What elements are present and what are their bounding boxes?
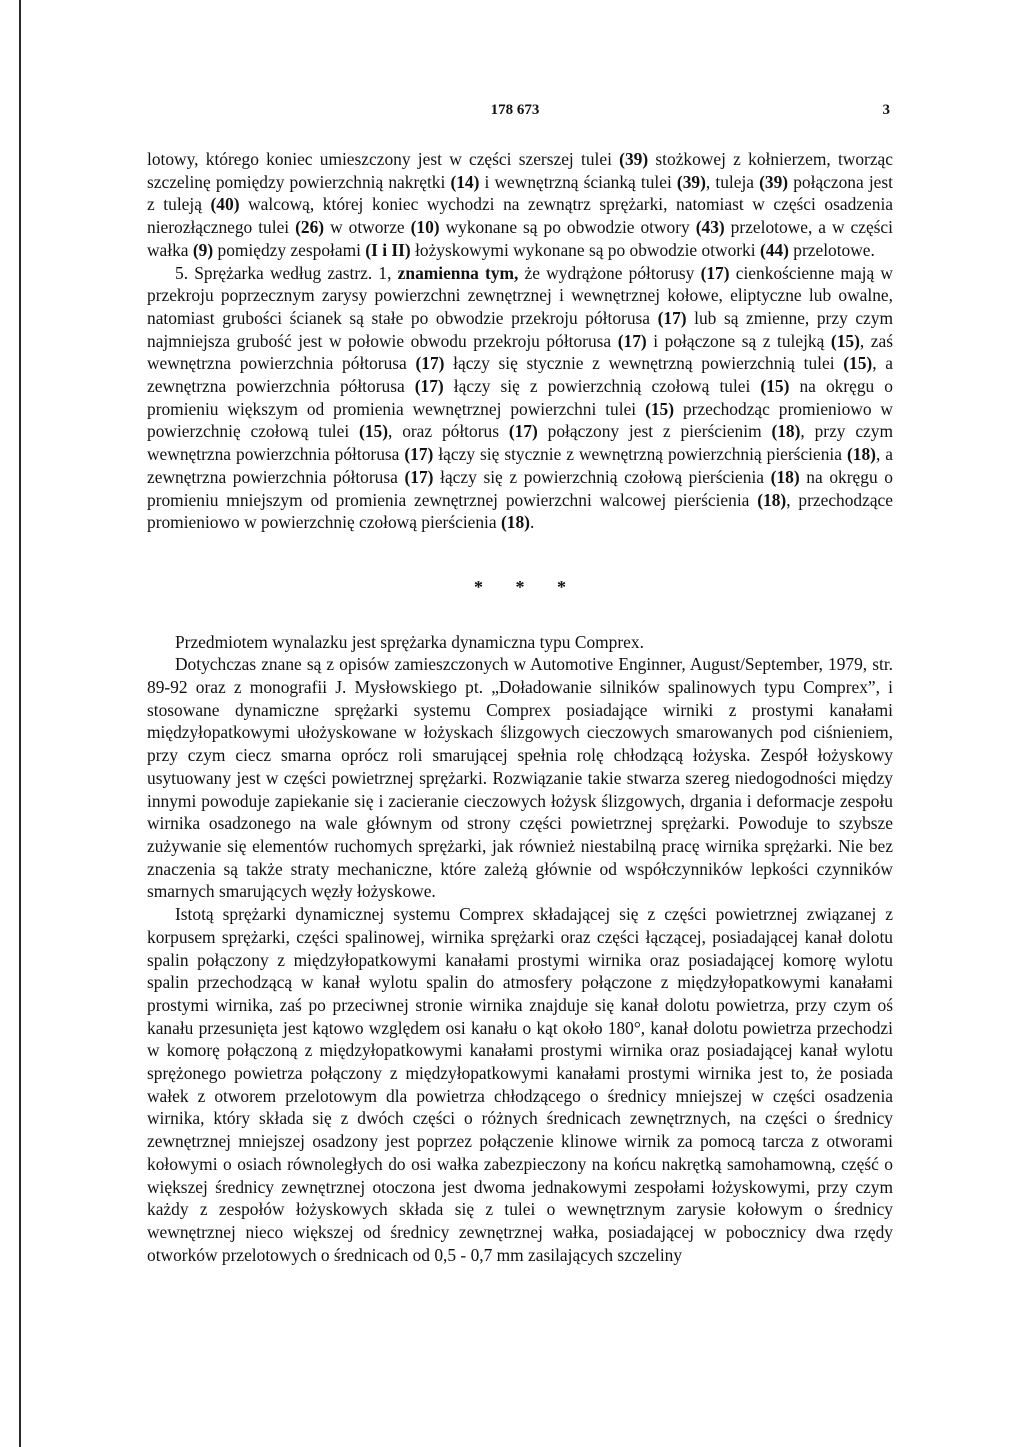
scan-edge-line [19, 0, 21, 1447]
description-paragraph-2: Dotychczas znane są z opisów zamieszczonych w Automotive Enginner, August/September, 1979, str. 89-92 oraz z monografii J. Mysłowskiego pt. „Doładowanie silników spalinowych typu Comprex”, i stosowane dynamiczne sprężarki systemu Comprex posiadające wirniki z prostymi kanałami międzyłopatkowymi ułożyskowane w łożyskach ślizgowych cieczowych smarowanych pod ciśnieniem, przy czym ciecz smarna oprócz roli smarującej spełnia rolę chłodzącą łożyska. Zespół łożyskowy usytuowany jest w części powietrznej sprężarki. Rozwiązanie takie stwarza szereg niedogodności między innymi powoduje zapiekanie się i zacieranie cieczowych łożysk ślizgowych, drgania i deformacje zespołu wirnika osadzonego na wale głównym od strony części powietrznej sprężarki. Powoduje to szybsze zużywanie się elementów ruchomych sprężarki, jak również niestabilną pracę wirnika sprężarki. Nie bez znaczenia są także straty mechaniczne, które zależą głównie od współczynników lepkości czynników smarnych smarujących węzły łożyskowe. [147, 654, 893, 902]
document-number: 178 673 [490, 102, 540, 118]
description-paragraph-3: Istotą sprężarki dynamicznej systemu Comprex składającej się z części powietrznej związanej z korpusem sprężarki, części spalinowej, wirnika sprężarki oraz części łączącej, posiadającej kanał dolotu spalin połączony z międzyłopatkowymi kanałami prostymi wirnika oraz posiadającej komorę wylotu spalin przechodzącą w kanał wylotu spalin do atmosfery połączone z międzyłopatkowymi kanałami prostymi wirnika, zaś po przeciwnej stronie wirnika znajduje się kanał dolotu powietrza, przy czym oś kanału przesunięta jest kątowo względem osi kanału o kąt około 180°, kanał dolotu powietrza przechodzi w komorę połączoną z międzyłopatkowymi kanałami prostymi wirnika oraz posiadającej kanał wylotu sprężonego powietrza połączony z międzyłopatkowymi kanałami prostymi wirnika jest to, że posiada wałek z otworem przelotowym dla powietrza chłodzącego o średnicy mniejszej w części osadzenia wirnika, który składa się z dwóch części o różnych średnicach zewnętrznych, na części o średnicy zewnętrznej mniejszej osadzony jest poprzez połączenie klinowe wirnik za pomocą tarcza z otworami kołowymi o osiach równoległych do osi wałka zabezpieczony na końcu nakrętką samohamowną, część o większej średnicy zewnętrznej otoczona jest dwoma jednakowymi zespołami łożyskowymi, przy czym każdy z zespołów łożyskowych składa się z tulei o wewnętrznym zarysie kołowym o średnicy wewnętrznej nieco większej od średnicy zewnętrznej wałka, posiadającej w pobocznicy dwa rzędy otworków przelotowych o średnicach od 0,5 - 0,7 mm zasilających szczeliny [147, 904, 893, 1265]
section-separator: * * * [474, 576, 580, 597]
claim-4-continuation: lotowy, którego koniec umieszczony jest w części szerszej tulei (39) stożkowej z kołnierzem, tworząc szczelinę pomiędzy powierzchnią nakrętki (14) i wewnętrzną ścianką tulei (39), tuleja (39) połączona jest z tuleją (40) walcową, której koniec wychodzi na zewnątrz sprężarki, natomiast w części osadzenia nierozłącznego tulei (26) w otworze (10) wykonane są po obwodzie otwory (43) przelotowe, a w części wałka (9) pomiędzy zespołami (I i II) łożyskowymi wykonane są po obwodzie otworki (44) przelotowe. [147, 149, 893, 260]
claim-5: 5. Sprężarka według zastrz. 1, znamienna tym, że wydrążone półtorusy (17) cienkościenne mają w przekroju poprzecznym zarysy powierzchni zewnętrznej i wewnętrznej kołowe, eliptyczne lub owalne, natomiast grubości ścianek są stałe po obwodzie przekroju półtorusa (17) lub są zmienne, przy czym najmniejsza grubość jest w połowie obwodu przekroju półtorusa (17) i połączone są z tulejką (15), zaś wewnętrzna powierzchnia półtorusa (17) łączy się stycznie z wewnętrzną powierzchnią tulei (15), a zewnętrzna powierzchnia półtorusa (17) łączy się z powierzchnią czołową tulei (15) na okręgu o promieniu większym od promienia wewnętrznej powierzchni tulei (15) przechodząc promieniowo w powierzchnię czołową tulei (15), oraz półtorus (17) połączony jest z pierścienim (18), przy czym wewnętrzna powierzchnia półtorusa (17) łączy się stycznie z wewnętrzną powierzchnią pierścienia (18), a zewnętrzna powierzchnia półtorusa (17) łączy się z powierzchnią czołową pierścienia (18) na okręgu o promieniu mniejszym od promienia zewnętrznej powierzchni walcowej pierścienia (18), przechodzące promieniowo w powierzchnię czołową pierścienia (18). [147, 262, 894, 533]
page-header [140, 102, 890, 126]
page-number: 3 [882, 102, 890, 118]
description-paragraph-1: Przedmiotem wynalazku jest sprężarka dynamiczna typu Comprex. [175, 631, 644, 652]
page-body [147, 148, 893, 1266]
